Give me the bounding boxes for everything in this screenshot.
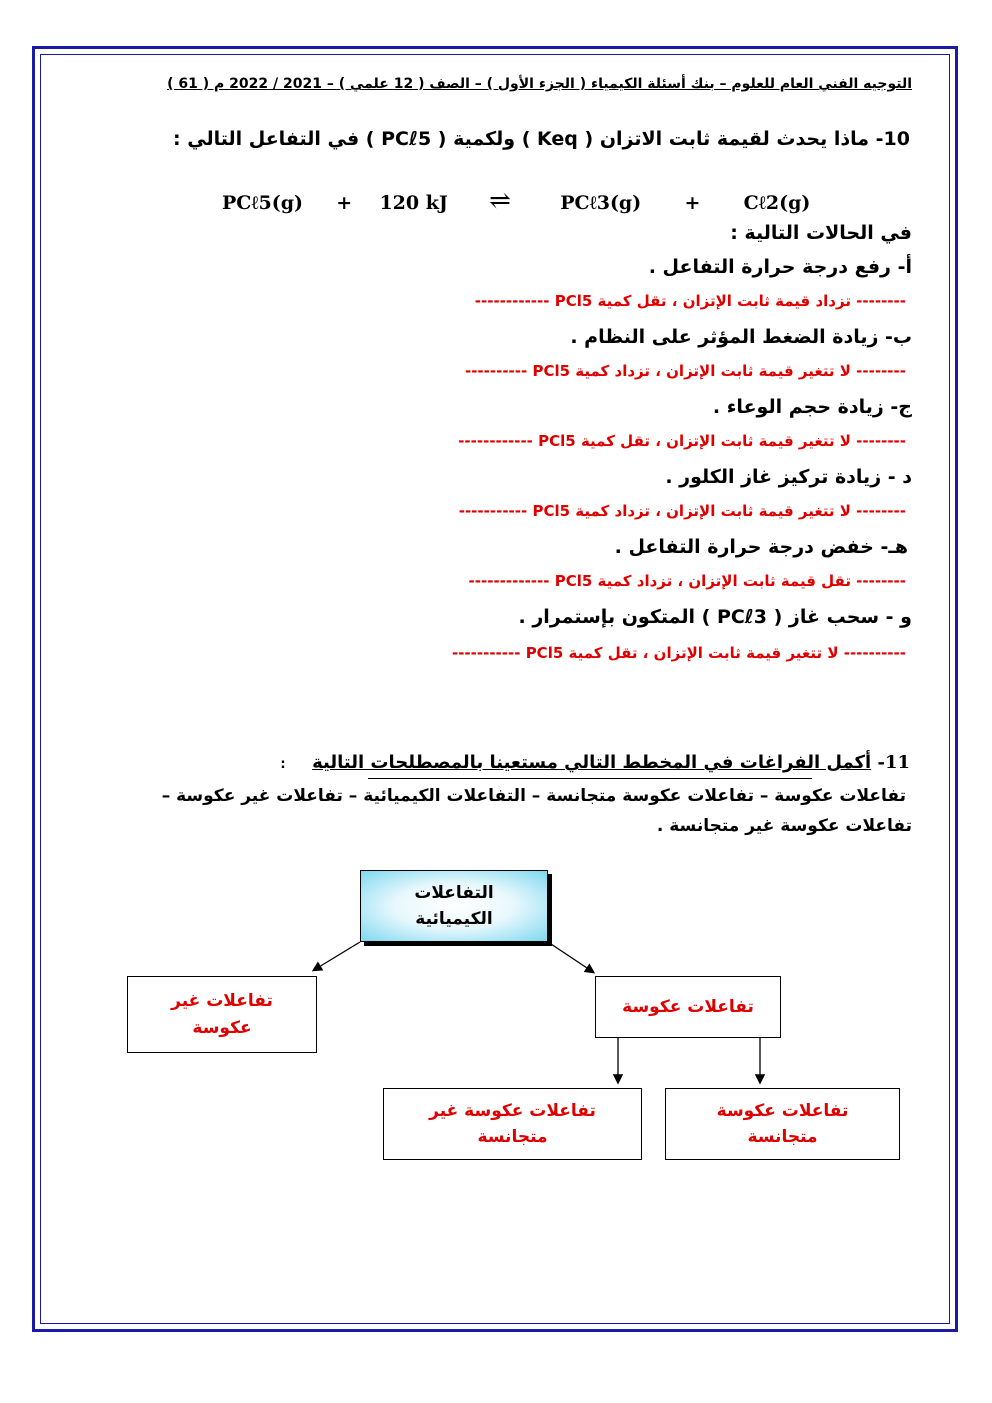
q10-text: ماذا يحدث لقيمة ثابت الاتزان ( Keq ) ولكمية ( PCℓ5 ) (365, 128, 870, 150)
q11-terms-line-2: تفاعلات عكوسة غير متجانسة . (656, 816, 912, 836)
q10-text-tail: في التفاعل التالي : (173, 128, 360, 150)
q11-title: أكمل الفراغات في المخطط التالي مستعينا بالمصطلحات التالية (312, 752, 872, 773)
equilibrium-arrow-icon: ⇌ (489, 186, 511, 216)
irreversible-line-1: تفاعلات غير (171, 991, 273, 1012)
eq-product-1: PCℓ3(g) (560, 192, 642, 214)
q10-case-b: ب- زيادة الضغط المؤثر على النظام . (570, 326, 912, 348)
q11-number: 11- (877, 752, 910, 773)
arrow-root-to-reversible (548, 942, 593, 972)
q11-terms-line-1: تفاعلات عكوسة – تفاعلات عكوسة متجانسة – التفاعلات الكيميائية – تفاعلات غير عكوسة – (161, 786, 906, 806)
root-line-1: التفاعلات (414, 882, 494, 903)
q10-answer-e: -------- تقل قيمة ثابت الإتزان ، تزداد كمية PCl5 ------------- (468, 572, 906, 590)
q10-cases-intro: في الحالات التالية : (730, 222, 912, 244)
root-line-2: الكيميائية (415, 909, 493, 929)
q10-answer-f: ---------- لا تتغير قيمة ثابت الإتزان ، تقل كمية PCl5 ----------- (451, 644, 906, 662)
q11-colon: : (280, 757, 286, 772)
q10-number: 10- (875, 128, 910, 150)
heterogeneous-line-1: تفاعلات عكوسة غير (429, 1100, 596, 1121)
heterogeneous-line-2: متجانسة (477, 1127, 548, 1147)
arrow-root-to-irreversible (314, 942, 360, 970)
homogeneous-line-2: متجانسة (747, 1127, 818, 1147)
q10-case-c: ج- زيادة حجم الوعاء . (712, 396, 912, 418)
eq-heat: 120 kJ (379, 192, 448, 214)
eq-plus-1: + (336, 192, 353, 214)
homogeneous-line-1: تفاعلات عكوسة (716, 1100, 849, 1121)
q10-case-e: هـ- خفض درجة حرارة التفاعل . (614, 536, 908, 558)
q10-answer-b: -------- لا تتغير قيمة ثابت الإتزان ، تزداد كمية PCl5 ---------- (464, 362, 906, 380)
eq-product-2: Cℓ2(g) (743, 192, 811, 214)
q10-case-a: أ- رفع درجة حرارة التفاعل . (648, 256, 912, 278)
irreversible-line-2: عكوسة (192, 1017, 252, 1038)
q10-case-f: و - سحب غاز ( PCℓ3 ) المتكون بإستمرار . (518, 606, 912, 628)
q10-answer-d: -------- لا تتغير قيمة ثابت الإتزان ، تزداد كمية PCl5 ----------- (458, 502, 906, 520)
q10-case-d: د - زيادة تركيز غاز الكلور . (665, 466, 912, 488)
reversible-line-1: تفاعلات عكوسة (622, 996, 754, 1017)
eq-reactant: PCℓ5(g) (222, 192, 304, 214)
q10-answer-c: -------- لا تتغير قيمة ثابت الإتزان ، تقل كمية PCl5 ------------ (458, 432, 906, 450)
q10-answer-a: -------- تزداد قيمة ثابت الإتزان ، تقل كمية PCl5 ------------ (474, 292, 906, 310)
eq-plus-2: + (684, 192, 701, 214)
page-header: التوجيه الفني العام للعلوم – بنك أسئلة الكيمياء ( الجزء الأول ) – الصف ( 12 علمي ) – 2021 / 2022 م ( 61 ) (167, 76, 912, 92)
